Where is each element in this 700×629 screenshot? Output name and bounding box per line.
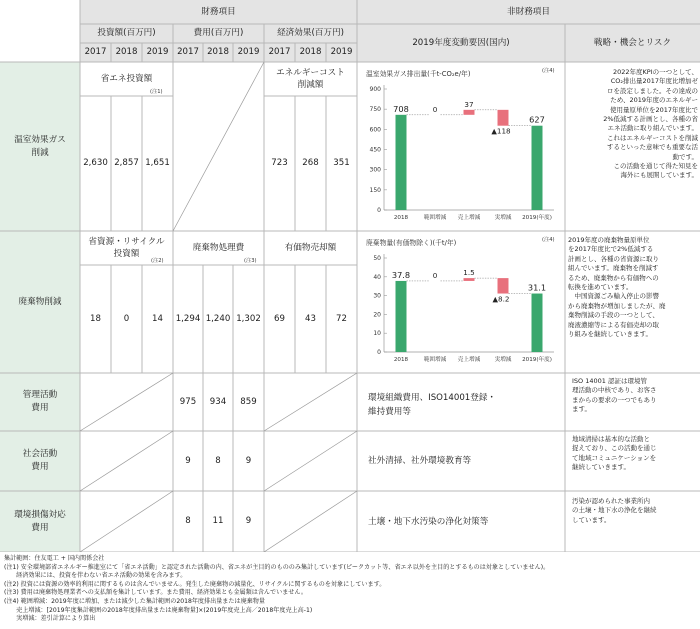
social-cost-2017: 9	[185, 455, 191, 466]
waste-investment-2019: 14	[152, 313, 163, 324]
ghg-chart-category-label-2: 売上増減	[457, 215, 481, 221]
waste-investment-sublabel-line2: 投資額	[113, 249, 140, 259]
ghg-effect-sublabel-line2: 削減額	[297, 80, 324, 90]
ghg-chart-ytick-label: 750	[369, 106, 381, 114]
waste-chart-title: 廃棄物量(有価物除く)(千t/年)	[366, 239, 457, 247]
footnote-3: (注3) 費用は廃棄物処理業者への支払額を集計しています。また費用、経済効果とも金属類は含んでいません。	[4, 589, 307, 597]
footnote-scope: 集計範囲：住友電工 + 国内関係会社	[4, 555, 105, 562]
ghg-effect-2018: 268	[302, 158, 319, 169]
waste-chart-category-label-3: 実増減	[494, 357, 512, 363]
row-label-mgmt-line2: 費用	[31, 403, 49, 413]
waste-chart-ytick-label: 10	[373, 330, 381, 338]
year-2019: 2019	[330, 47, 353, 58]
mgmt-cost-2017: 975	[179, 396, 197, 407]
row-label-ghg-line1: 温室効果ガス	[14, 134, 66, 145]
row-label-social-line1: 社会活動	[22, 449, 58, 459]
waste-investment-2018: 0	[123, 313, 130, 324]
waste-effect-2019: 72	[336, 313, 347, 324]
header-financial: 財務項目	[201, 6, 236, 17]
year-2018: 2018	[207, 47, 229, 58]
year-2018: 2018	[299, 47, 322, 58]
note-1-marker: (注1)	[150, 89, 163, 95]
waste-chart-data-label-2: 1.5	[463, 268, 475, 278]
ghg-investment-2018: 2,857	[114, 158, 139, 169]
mgmt-strategy-text: ISO 14001 認証は環境管 理活動の中核であり、お客さ まからの要求の一つでもあり ます。	[572, 377, 657, 414]
damage-cost-2019: 9	[245, 516, 252, 527]
waste-chart-data-label-3: ▲8.2	[492, 294, 510, 304]
footnotes	[4, 555, 698, 624]
waste-chart-category-label-4: 2019(年度)	[522, 357, 552, 363]
year-2017: 2017	[268, 47, 291, 58]
waste-cost-2019: 1,302	[236, 313, 261, 324]
waste-investment-2017: 18	[90, 313, 101, 324]
mgmt-factor-line1: 環境組織費用、ISO14001登録・	[368, 393, 497, 403]
waste-strategy-text: 2019年度の廃棄物量原単位 を2017年度比で2%低減する 計画とし、各種の省資源に取り 組んでいます。廃棄物を削減す るため、廃棄物から有価物への 転換を進めています。 中国資源ごみ輸入停止の影響 から廃棄物が増加しましたが、廃 棄物削減の手段の一つとして、 廃液濃縮等による有価売却の取 り組みを継続していきます。	[568, 236, 666, 339]
row-label-damage-line2: 費用	[31, 522, 49, 533]
ghg-chart-category-label-4: 2019(年度)	[522, 215, 552, 221]
ghg-chart-ytick-label: 0	[377, 207, 381, 214]
ghg-chart-ytick-label: 150	[369, 186, 381, 194]
ghg-chart-ytick-label: 600	[369, 126, 381, 134]
header-investment: 投資額(百万円)	[97, 28, 156, 39]
waste-chart-category-label-1: 範囲増減	[423, 357, 447, 363]
footnote-1-cont: 経済効果には、投資を伴わない省エネ活動の効果を含みます。	[4, 572, 187, 580]
year-2018: 2018	[115, 47, 138, 58]
ghg-chart-data-label-4: 627	[529, 114, 545, 125]
waste-chart-data-label-1: 0	[432, 270, 438, 280]
ghg-chart-data-label-3: ▲118	[491, 126, 511, 136]
ghg-effect-2017: 723	[271, 158, 288, 169]
damage-factor: 土壌・地下水汚染の浄化対策等	[368, 517, 489, 527]
waste-effect-2017: 69	[274, 313, 285, 324]
header-economic-effect: 経済効果(百万円)	[277, 28, 344, 39]
mgmt-cost-2018: 934	[209, 396, 227, 407]
ghg-chart-data-label-1: 0	[432, 104, 438, 114]
header-change-factors: 2019年度変動要因(国内)	[412, 37, 510, 48]
waste-investment-sublabel-line1: 省資源・リサイクル	[88, 237, 165, 247]
ghg-chart-ytick-label: 300	[369, 166, 381, 174]
mgmt-cost-2019: 859	[240, 396, 257, 407]
footnote-4: (注4) 範囲増減：2019年度に増加、または減少した集計範囲の2018年度排出量または廃棄物量	[4, 597, 265, 605]
ghg-investment-2019: 1,651	[145, 158, 170, 169]
year-2019: 2019	[237, 47, 260, 58]
social-cost-2019: 9	[245, 455, 252, 466]
damage-strategy-text: 汚染が認められた事業所内 の土壌・地下水の浄化を継続 しています。	[572, 497, 657, 524]
waste-chart-category-label-2: 売上増減	[457, 357, 481, 363]
ghg-chart-note: (注4)	[542, 68, 555, 74]
ghg-investment-2017: 2,630	[83, 158, 108, 169]
waste-chart-ytick-label: 40	[373, 273, 381, 281]
row-label-damage-line1: 環境損傷対応	[14, 509, 66, 520]
social-strategy-text: 地域清掃は基本的な活動と 捉えており、この活動を通じ て地域コミュニケーションを 継続していきます。	[572, 435, 657, 472]
footnote-4-actual: 実増減：差引計算により算出	[4, 615, 96, 623]
ghg-effect-sublabel-line1: エネルギーコスト	[276, 68, 345, 78]
footnote-1: (注1) 安全環境部省エネルギー推進室にて「省エネ活動」と認定された活動の内、省エネが主目的のもののみ集計しています(ピークカット等、省エネ以外を主目的とするものは対象としていません)。	[4, 563, 550, 571]
row-label-waste: 廃棄物削減	[18, 296, 62, 307]
ghg-chart-category-label-1: 範囲増減	[423, 215, 447, 221]
ghg-investment-sublabel: 省エネ投資額	[100, 73, 153, 84]
ghg-effect-2019: 351	[333, 158, 350, 169]
damage-cost-2018: 11	[212, 516, 224, 527]
ghg-chart-ytick-label: 900	[369, 86, 381, 93]
damage-cost-2017: 8	[185, 516, 191, 527]
ghg-chart-ytick-label: 450	[369, 146, 381, 154]
waste-cost-2017: 1,294	[175, 313, 201, 324]
waste-chart-ytick-label: 50	[373, 255, 381, 262]
social-factor: 社外清掃、社外環境教育等	[368, 456, 472, 466]
waste-cost-sublabel: 廃棄物処理費	[192, 242, 245, 253]
ghg-chart-title: 温室効果ガス排出量(千t-CO₂e/年)	[366, 70, 471, 78]
year-2017: 2017	[177, 47, 199, 58]
note-3-marker: (注3)	[244, 258, 257, 264]
ghg-chart-data-label-2: 37	[464, 99, 474, 109]
year-2019: 2019	[146, 47, 169, 58]
social-cost-2018: 8	[215, 455, 221, 466]
row-label-mgmt-line1: 管理活動	[22, 390, 58, 400]
footnote-2: (注2) 投資には資源の効率的利用に関するものは含んでいません。発生した廃棄物の減量化、リサイクルに関するものを対象にしています。	[4, 580, 386, 588]
header-strategy: 戦略・機会とリスク	[593, 37, 672, 48]
waste-chart-data-label-4: 31.1	[527, 282, 547, 293]
ghg-chart-data-label-0: 708	[393, 103, 409, 114]
header-cost: 費用(百万円)	[193, 28, 244, 39]
waste-chart-ytick-label: 30	[373, 292, 381, 300]
ghg-strategy-text: 2022年度KPIの一つとして、 CO₂排出量2017年度比増加ゼ ロを設定しました。その達成の ため、2019年度のエネルギー 使用量原単位を2017年度比で 2%低減する計画とし、各種の省 エネ活動に取り組んでいます。 これはエネルギーコストを削減 するといった意味でも重要な活 動です。 この活動を通じて得た知見を 海外にも展開しています。	[603, 68, 698, 180]
waste-chart-category-label-0: 2018	[393, 357, 409, 363]
year-2017: 2017	[84, 47, 107, 58]
waste-effect-sublabel: 有価物売却額	[284, 242, 337, 253]
waste-chart-ytick-label: 0	[377, 349, 381, 356]
waste-chart-data-label-0: 37.8	[391, 269, 411, 280]
waste-effect-2018: 43	[305, 313, 316, 324]
ghg-chart-category-label-0: 2018	[393, 215, 409, 221]
row-label-social-line2: 費用	[31, 462, 49, 472]
waste-chart-ytick-label: 20	[373, 311, 381, 319]
footnote-4-sales: 売上増減：[2019年度集計範囲の2018年度排出量または廃棄物量]×(2019年度売上高／2018年度売上高-1)	[4, 606, 313, 614]
waste-chart-note: (注4)	[542, 237, 555, 243]
ghg-chart-category-label-3: 実増減	[494, 215, 512, 221]
header-non-financial: 非財務項目	[507, 6, 550, 17]
note-2-marker: (注2)	[151, 258, 164, 264]
mgmt-factor-line2: 維持費用等	[368, 407, 411, 417]
waste-cost-2018: 1,240	[205, 313, 231, 324]
row-label-ghg-line2: 削減	[31, 147, 49, 158]
